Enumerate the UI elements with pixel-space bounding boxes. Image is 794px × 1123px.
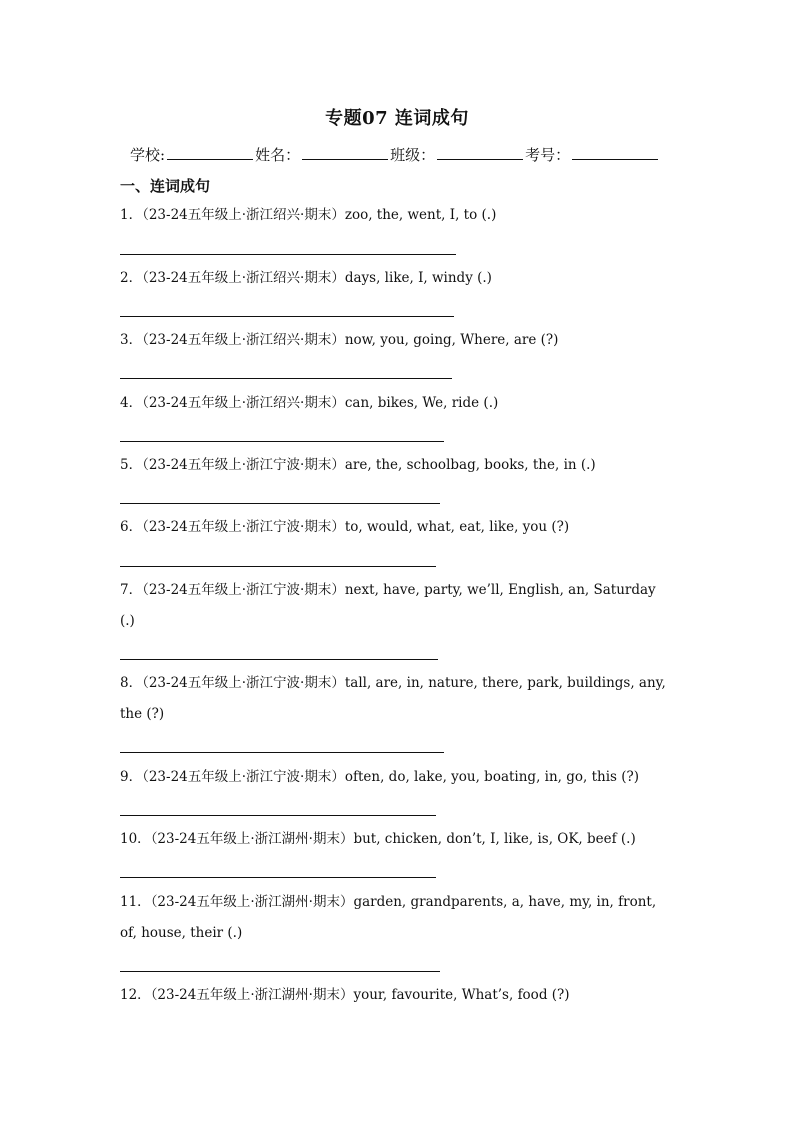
question-words: often, do, lake, you, boating, in, go, this (?) [344, 769, 640, 785]
question-4 [120, 388, 680, 419]
answer-line-5 [120, 503, 440, 504]
school-label: 学校: [130, 146, 166, 164]
question-number: 4． [120, 395, 143, 411]
question-words: garden, grandparents, a, have, my, in, front, [353, 894, 657, 910]
question-words-continued: of, house, their (.) [120, 925, 243, 941]
section-heading: 一、连词成句 [120, 177, 211, 195]
question-words: but, chicken, don’t, I, like, is, OK, beef (.) [353, 831, 636, 847]
question-source: （23-24五年级上·浙江绍兴·期末） [142, 270, 345, 286]
question-number: 2． [120, 270, 143, 286]
question-source: （23-24五年级上·浙江湖州·期末） [150, 987, 354, 1003]
name-label: 姓名： [255, 146, 301, 164]
answer-line-10 [120, 877, 436, 878]
question-source: （23-24五年级上·浙江绍兴·期末） [142, 332, 345, 348]
exam-number-blank [572, 145, 658, 160]
question-number: 7． [120, 582, 143, 598]
question-number: 6． [120, 519, 143, 535]
question-12 [120, 980, 680, 1011]
question-3 [120, 325, 680, 356]
question-number: 11． [120, 894, 151, 910]
question-11 [120, 887, 680, 949]
exam-number-label: 考号： [525, 146, 571, 164]
question-words: next, have, party, we’ll, English, an, Saturday [344, 582, 656, 598]
question-words: to, would, what, eat, like, you (?) [344, 519, 570, 535]
question-source: （23-24五年级上·浙江宁波·期末） [142, 519, 345, 535]
question-source: （23-24五年级上·浙江湖州·期末） [150, 894, 354, 910]
question-words: are, the, schoolbag, books, the, in (.) [344, 457, 596, 473]
question-words-continued: (.) [120, 613, 135, 629]
question-source: （23-24五年级上·浙江宁波·期末） [142, 582, 345, 598]
answer-line-4 [120, 441, 444, 442]
question-9 [120, 762, 680, 793]
answer-line-2 [120, 316, 454, 317]
question-number: 8． [120, 675, 143, 691]
question-source: （23-24五年级上·浙江宁波·期末） [142, 457, 345, 473]
question-words-continued: the (?) [120, 706, 165, 722]
question-source: （23-24五年级上·浙江湖州·期末） [150, 831, 354, 847]
school-blank [167, 145, 253, 160]
answer-line-1 [120, 254, 456, 255]
question-number: 10． [120, 831, 151, 847]
question-7 [120, 575, 680, 637]
answer-line-6 [120, 566, 436, 567]
answer-line-11 [120, 971, 440, 972]
question-words: days, like, I, windy (.) [344, 270, 492, 286]
question-number: 3． [120, 332, 143, 348]
question-words: zoo, the, went, I, to (.) [344, 207, 497, 223]
question-source: （23-24五年级上·浙江宁波·期末） [142, 769, 345, 785]
answer-line-7 [120, 659, 438, 660]
question-words: can, bikes, We, ride (.) [344, 395, 499, 411]
question-words: tall, are, in, nature, there, park, buildings, any, [344, 675, 666, 691]
student-info-row [130, 144, 660, 165]
question-5 [120, 450, 680, 481]
answer-line-8 [120, 752, 444, 753]
question-8 [120, 668, 680, 730]
question-10 [120, 824, 680, 855]
question-words: now, you, going, Where, are (?) [344, 332, 559, 348]
question-2 [120, 263, 680, 294]
question-number: 5． [120, 457, 143, 473]
question-source: （23-24五年级上·浙江绍兴·期末） [142, 207, 345, 223]
question-source: （23-24五年级上·浙江绍兴·期末） [142, 395, 345, 411]
answer-line-9 [120, 815, 436, 816]
question-number: 12． [120, 987, 151, 1003]
page-title: 专题07 连词成句 [325, 108, 469, 129]
class-label: 班级： [390, 146, 436, 164]
question-number: 9． [120, 769, 143, 785]
name-blank [302, 145, 388, 160]
question-number: 1． [120, 207, 143, 223]
question-6 [120, 512, 680, 543]
question-source: （23-24五年级上·浙江宁波·期末） [142, 675, 345, 691]
class-blank [437, 145, 523, 160]
question-words: your, favourite, What’s, food (?) [353, 987, 570, 1003]
answer-line-3 [120, 378, 452, 379]
question-1 [120, 200, 680, 231]
